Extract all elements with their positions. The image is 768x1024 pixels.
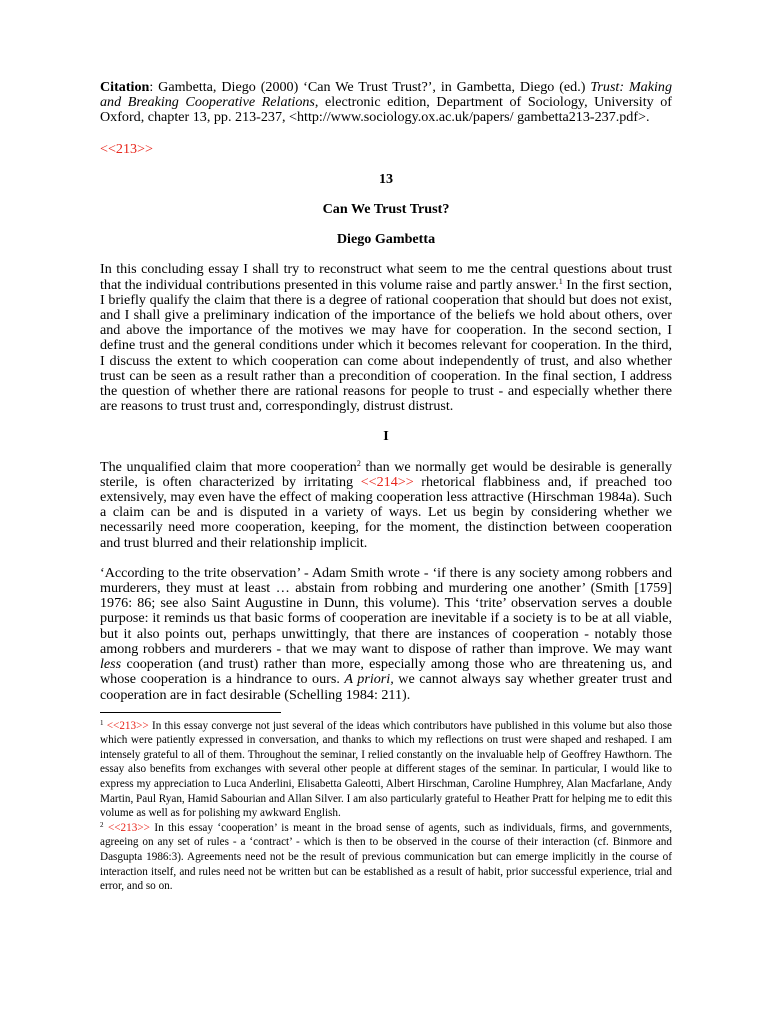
footnote-text: In this essay converge not just several of the ideas which contributors have published in this volume but also those which were patiently expressed in conversation, and thanks to which my reflections on trust were shaped and reshaped. I am intensely grateful to all of them. Throughout the seminar, I relied constantly on the invaluable help of Geoffrey Hawthorn. The essay also benefits from exchanges with several other people at different stages of the seminar. In particular, I would like to express my appreciation to Luca Anderlini, Elisabetta Galeotti, Albert Hirschman, Caroline Humphrey, Alan Macfarlane, Andy Martin, Paul Ryan, Hamid Sabourian and Allan Silver. I am also particularly grateful to Heather Pratt for helping me to edit this volume as well as for polishing my awkward English. xyxy=(100,719,672,820)
para-text-end: we cannot always say whether greater trust and cooperation are in fact desirable (Schelling 1984: 211). xyxy=(100,671,672,703)
document-page xyxy=(100,80,672,894)
footnote-number: 2 xyxy=(100,820,104,829)
para-text: ‘According to the trite observation’ - Adam Smith wrote - ‘if there is any society among robbers and murderers, they must at least … abstain from robbing and murdering one another’ (Smith [1759] 1976: 86; see also Saint Augustine in Dunn, this volume). This ‘trite’ observation serves a double purpose: it reminds us that basic forms of cooperation are inevitable if a society is to be at all viable, but it also points out, perhaps unwittingly, that there are instances of cooperation - notably those among robbers and murderers - that we may want to dispose of rather than improve. We may want xyxy=(100,564,672,657)
citation-text: : Gambetta, Diego (2000) ‘Can We Trust Trust?’, in Gambetta, Diego (ed.) xyxy=(149,79,591,95)
intro-text-cont: In the first section, I briefly qualify the claim that there is a degree of rational cooperation that should but does not exist, and I shall give a preliminary indication of the importance of the beliefs we hold about others, over and above the importance of the motives we may have for cooperation. In the second section, I define trust and the general conditions under which it becomes relevant for cooperation. In the third, I discuss the extent to which cooperation can come about independently of trust, and also whether trust can be seen as a result rather than a precondition of cooperation. In the final section, I address the question of whether there are rational reasons for people to trust - and especially whether there are reasons to trust trust and, correspondingly, distrust distrust. xyxy=(100,276,672,415)
footnote-text: In this essay ‘cooperation’ is meant in the broad sense of agents, such as individuals, firms, and governments, agreeing on any set of rules - a ‘contract’ - which is then to be observed in the course of their interaction (cf. Binmore and Dasgupta 1986:3). Agreements need not be the result of previous communication but can emerge implicitly in the course of interaction itself, and rules need not be written but can be established as a result of habit, prior successful experience, trial and error, and so on. xyxy=(100,821,672,893)
citation-text-end: , electronic edition, Department of Sociology, University of Oxford, chapter 13, pp. 213-237, <http://www.sociology.ox.ac.uk/papers/ gambetta213-237.pdf>. xyxy=(100,94,672,126)
footnote-page-marker: <<213>> xyxy=(106,719,149,732)
citation-book-title: Trust: Making and Breaking Cooperative Relations xyxy=(100,79,672,111)
chapter-number: 13 xyxy=(378,170,394,187)
footnote-1 xyxy=(100,719,672,821)
footnote-separator xyxy=(100,712,281,713)
para-text-end: rhetorical flabbiness and, if preached too extensively, may even have the effect of making cooperation less attractive (Hirschman 1984a). Such a claim can be and is disputed in a variety of ways. Let us begin by considering whether we necessarily need more cooperation, keeping, for the moment, the distinction between cooperation and trust blurred and their relationship implicit. xyxy=(100,473,672,551)
intro-paragraph xyxy=(100,262,672,414)
chapter-author: Diego Gambetta xyxy=(336,231,436,248)
footnote-2 xyxy=(100,821,672,894)
section1-paragraph-2 xyxy=(100,566,672,703)
chapter-title: Can We Trust Trust? xyxy=(322,201,450,218)
para-text-cont: than we normally get would be desirable is generally sterile, is often characterized by irritating xyxy=(100,458,673,490)
page-marker: <<213>> xyxy=(100,140,153,157)
section-heading: I xyxy=(383,428,389,445)
page-marker-inline: <<214>> xyxy=(360,473,414,490)
footnote-page-marker: <<213>> xyxy=(107,821,150,834)
footnote-ref-1[interactable]: 1 xyxy=(558,276,563,286)
section1-paragraph-1 xyxy=(100,460,672,551)
citation xyxy=(100,80,672,126)
intro-text: In this concluding essay I shall try to reconstruct what seem to me the central questions about trust that the individual contributions presented in this volume raise and partly answer. xyxy=(100,261,672,293)
emphasis-a-priori: A priori, xyxy=(344,671,394,688)
para-text: The unqualified claim that more cooperation xyxy=(100,458,357,475)
footnote-ref-2[interactable]: 2 xyxy=(356,458,361,468)
citation-label: Citation xyxy=(100,79,150,95)
emphasis-less: less xyxy=(100,656,122,673)
footnote-number: 1 xyxy=(100,718,104,727)
para-text-cont: cooperation (and trust) rather than more, especially among those who are threatening us, and whose cooperation is a hindrance to ours. xyxy=(100,656,672,688)
